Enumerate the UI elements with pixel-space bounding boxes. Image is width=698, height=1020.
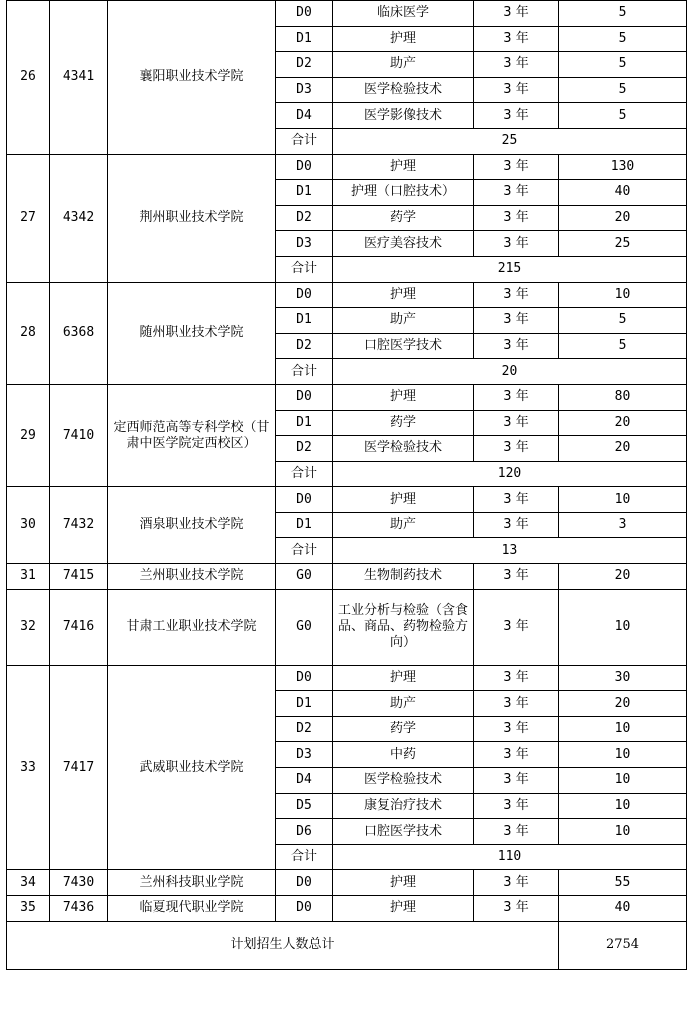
enrollment-count: 5 xyxy=(559,103,687,129)
subtotal-value: 215 xyxy=(333,256,687,282)
major-name: 药学 xyxy=(333,205,474,231)
major-name: 医学检验技术 xyxy=(333,768,474,794)
major-name: 护理 xyxy=(333,384,474,410)
school-name: 临夏现代职业学院 xyxy=(108,896,276,922)
study-length: 3 年 xyxy=(474,103,559,129)
major-code: D1 xyxy=(276,180,333,206)
enrollment-count: 10 xyxy=(559,793,687,819)
enrollment-count: 25 xyxy=(559,231,687,257)
major-name: 康复治疗技术 xyxy=(333,793,474,819)
major-code: D3 xyxy=(276,231,333,257)
major-code: D2 xyxy=(276,52,333,78)
enrollment-count: 20 xyxy=(559,564,687,590)
study-length: 3 年 xyxy=(474,793,559,819)
major-name: 护理（口腔技术） xyxy=(333,180,474,206)
study-length: 3 年 xyxy=(474,716,559,742)
school-number: 27 xyxy=(7,154,50,282)
enrollment-count: 10 xyxy=(559,487,687,513)
school-code: 7415 xyxy=(50,564,108,590)
study-length: 3 年 xyxy=(474,665,559,691)
subtotal-label: 合计 xyxy=(276,461,333,487)
study-length: 3 年 xyxy=(474,819,559,845)
major-code: D5 xyxy=(276,793,333,819)
school-code: 7436 xyxy=(50,896,108,922)
enrollment-count: 5 xyxy=(559,1,687,27)
major-name: 护理 xyxy=(333,487,474,513)
study-length: 3 年 xyxy=(474,768,559,794)
school-name: 随州职业技术学院 xyxy=(108,282,276,384)
grand-total-label: 计划招生人数总计 xyxy=(7,921,559,969)
major-code: D1 xyxy=(276,691,333,717)
enrollment-count: 40 xyxy=(559,180,687,206)
major-code: D1 xyxy=(276,410,333,436)
table-row xyxy=(7,589,687,665)
subtotal-label: 合计 xyxy=(276,128,333,154)
major-code: D3 xyxy=(276,742,333,768)
study-length: 3 年 xyxy=(474,308,559,334)
enrollment-count: 5 xyxy=(559,333,687,359)
major-code: D0 xyxy=(276,870,333,896)
school-code: 4341 xyxy=(50,1,108,155)
major-code: D0 xyxy=(276,384,333,410)
table-row xyxy=(7,896,687,922)
school-number: 29 xyxy=(7,384,50,486)
study-length: 3 年 xyxy=(474,589,559,665)
enrollment-count: 5 xyxy=(559,308,687,334)
major-code: D0 xyxy=(276,896,333,922)
enrollment-count: 10 xyxy=(559,819,687,845)
major-code: D0 xyxy=(276,1,333,27)
school-code: 7430 xyxy=(50,870,108,896)
major-name: 医学检验技术 xyxy=(333,77,474,103)
major-code: D4 xyxy=(276,768,333,794)
table-row xyxy=(7,564,687,590)
enrollment-count: 5 xyxy=(559,52,687,78)
school-name: 襄阳职业技术学院 xyxy=(108,1,276,155)
table-row xyxy=(7,154,687,180)
school-name: 武威职业技术学院 xyxy=(108,665,276,870)
study-length: 3 年 xyxy=(474,896,559,922)
major-code: G0 xyxy=(276,564,333,590)
study-length: 3 年 xyxy=(474,384,559,410)
subtotal-value: 110 xyxy=(333,844,687,870)
school-name: 兰州科技职业学院 xyxy=(108,870,276,896)
school-code: 7416 xyxy=(50,589,108,665)
study-length: 3 年 xyxy=(474,487,559,513)
enrollment-count: 55 xyxy=(559,870,687,896)
school-number: 30 xyxy=(7,487,50,564)
enrollment-count: 5 xyxy=(559,26,687,52)
school-number: 28 xyxy=(7,282,50,384)
school-name: 酒泉职业技术学院 xyxy=(108,487,276,564)
major-name: 口腔医学技术 xyxy=(333,333,474,359)
table-row xyxy=(7,870,687,896)
school-number: 34 xyxy=(7,870,50,896)
enrollment-count: 130 xyxy=(559,154,687,180)
school-code: 4342 xyxy=(50,154,108,282)
table-row xyxy=(7,487,687,513)
major-code: D2 xyxy=(276,333,333,359)
table-row xyxy=(7,384,687,410)
major-code: D0 xyxy=(276,282,333,308)
school-number: 32 xyxy=(7,589,50,665)
school-name: 荆州职业技术学院 xyxy=(108,154,276,282)
major-name: 工业分析与检验（含食品、商品、药物检验方向） xyxy=(333,589,474,665)
major-code: D4 xyxy=(276,103,333,129)
major-name: 药学 xyxy=(333,716,474,742)
enrollment-count: 20 xyxy=(559,691,687,717)
study-length: 3 年 xyxy=(474,564,559,590)
major-name: 药学 xyxy=(333,410,474,436)
enrollment-count: 20 xyxy=(559,410,687,436)
major-name: 护理 xyxy=(333,26,474,52)
school-code: 6368 xyxy=(50,282,108,384)
major-code: D0 xyxy=(276,154,333,180)
table-row xyxy=(7,1,687,27)
study-length: 3 年 xyxy=(474,52,559,78)
enrollment-count: 5 xyxy=(559,77,687,103)
school-name: 定西师范高等专科学校（甘肃中医学院定西校区） xyxy=(108,384,276,486)
major-code: G0 xyxy=(276,589,333,665)
major-code: D1 xyxy=(276,308,333,334)
subtotal-label: 合计 xyxy=(276,256,333,282)
major-name: 口腔医学技术 xyxy=(333,819,474,845)
enrollment-plan-table xyxy=(6,0,687,970)
grand-total-value: 2754 xyxy=(559,921,687,969)
subtotal-value: 13 xyxy=(333,538,687,564)
study-length: 3 年 xyxy=(474,154,559,180)
major-code: D1 xyxy=(276,26,333,52)
subtotal-value: 25 xyxy=(333,128,687,154)
study-length: 3 年 xyxy=(474,691,559,717)
major-code: D3 xyxy=(276,77,333,103)
major-name: 护理 xyxy=(333,154,474,180)
major-name: 医疗美容技术 xyxy=(333,231,474,257)
subtotal-label: 合计 xyxy=(276,844,333,870)
school-name: 甘肃工业职业技术学院 xyxy=(108,589,276,665)
school-number: 33 xyxy=(7,665,50,870)
enrollment-count: 40 xyxy=(559,896,687,922)
major-name: 助产 xyxy=(333,308,474,334)
major-name: 生物制药技术 xyxy=(333,564,474,590)
enrollment-count: 3 xyxy=(559,512,687,538)
enrollment-count: 10 xyxy=(559,742,687,768)
subtotal-label: 合计 xyxy=(276,359,333,385)
major-name: 护理 xyxy=(333,665,474,691)
enrollment-count: 20 xyxy=(559,205,687,231)
enrollment-count: 10 xyxy=(559,768,687,794)
study-length: 3 年 xyxy=(474,742,559,768)
major-name: 助产 xyxy=(333,52,474,78)
study-length: 3 年 xyxy=(474,77,559,103)
study-length: 3 年 xyxy=(474,26,559,52)
major-name: 护理 xyxy=(333,896,474,922)
enrollment-count: 10 xyxy=(559,716,687,742)
major-code: D2 xyxy=(276,205,333,231)
enrollment-count: 80 xyxy=(559,384,687,410)
table-row xyxy=(7,665,687,691)
study-length: 3 年 xyxy=(474,512,559,538)
enrollment-count: 10 xyxy=(559,589,687,665)
table-row xyxy=(7,282,687,308)
major-name: 护理 xyxy=(333,870,474,896)
school-code: 7432 xyxy=(50,487,108,564)
school-code: 7410 xyxy=(50,384,108,486)
major-name: 临床医学 xyxy=(333,1,474,27)
major-code: D0 xyxy=(276,665,333,691)
subtotal-value: 20 xyxy=(333,359,687,385)
study-length: 3 年 xyxy=(474,436,559,462)
study-length: 3 年 xyxy=(474,231,559,257)
major-code: D0 xyxy=(276,487,333,513)
major-code: D2 xyxy=(276,716,333,742)
enrollment-count: 30 xyxy=(559,665,687,691)
school-number: 26 xyxy=(7,1,50,155)
major-name: 医学检验技术 xyxy=(333,436,474,462)
major-name: 中药 xyxy=(333,742,474,768)
study-length: 3 年 xyxy=(474,180,559,206)
study-length: 3 年 xyxy=(474,205,559,231)
major-name: 助产 xyxy=(333,512,474,538)
major-name: 护理 xyxy=(333,282,474,308)
study-length: 3 年 xyxy=(474,1,559,27)
major-name: 助产 xyxy=(333,691,474,717)
school-number: 31 xyxy=(7,564,50,590)
study-length: 3 年 xyxy=(474,410,559,436)
major-name: 医学影像技术 xyxy=(333,103,474,129)
major-code: D2 xyxy=(276,436,333,462)
school-number: 35 xyxy=(7,896,50,922)
school-code: 7417 xyxy=(50,665,108,870)
subtotal-label: 合计 xyxy=(276,538,333,564)
enrollment-count: 10 xyxy=(559,282,687,308)
school-name: 兰州职业技术学院 xyxy=(108,564,276,590)
major-code: D1 xyxy=(276,512,333,538)
study-length: 3 年 xyxy=(474,333,559,359)
study-length: 3 年 xyxy=(474,282,559,308)
major-code: D6 xyxy=(276,819,333,845)
enrollment-count: 20 xyxy=(559,436,687,462)
study-length: 3 年 xyxy=(474,870,559,896)
subtotal-value: 120 xyxy=(333,461,687,487)
grand-total-row xyxy=(7,921,687,969)
